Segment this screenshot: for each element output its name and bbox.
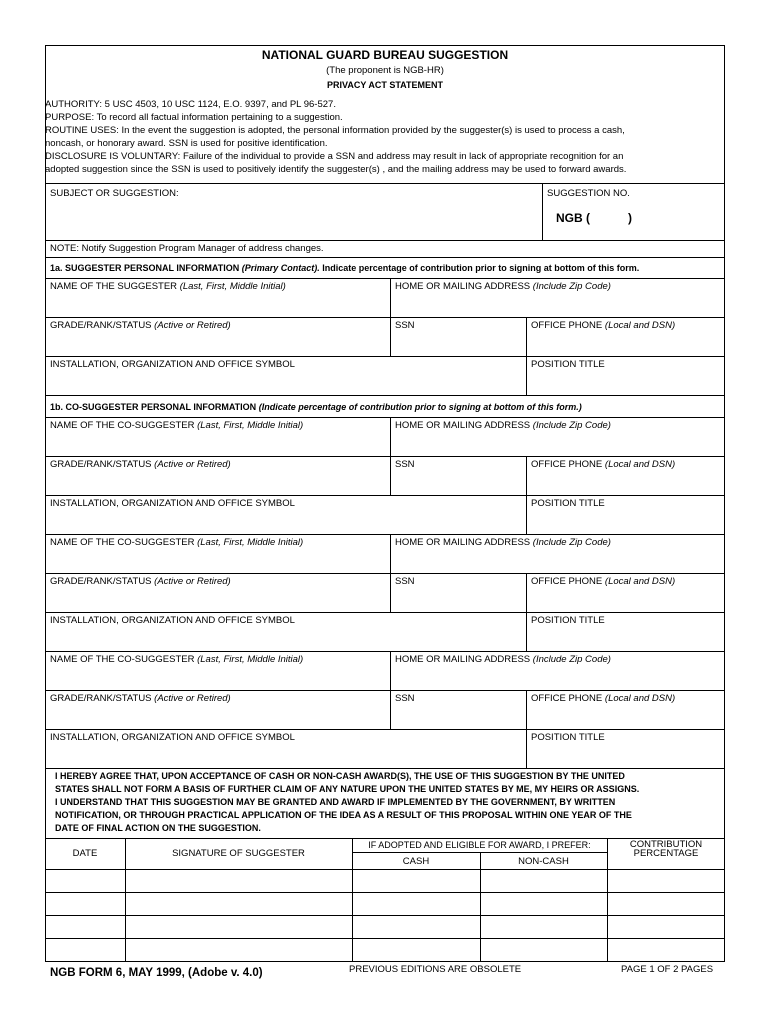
divider bbox=[45, 183, 725, 184]
cosuggester-ssn-field[interactable] bbox=[391, 705, 525, 729]
divider bbox=[45, 417, 725, 418]
suggester-position-field[interactable] bbox=[527, 371, 724, 395]
address-note: NOTE: Notify Suggestion Program Manager of address changes. bbox=[50, 243, 324, 254]
position-label: POSITION TITLE bbox=[531, 498, 605, 509]
section-1a-italic: (Primary Contact). bbox=[241, 263, 320, 273]
office-phone-label: OFFICE PHONE (Local and DSN) bbox=[531, 693, 676, 704]
divider bbox=[45, 395, 725, 396]
cosuggester-name-field[interactable] bbox=[46, 432, 389, 456]
divider bbox=[45, 534, 725, 535]
cosuggester-grade-field[interactable] bbox=[46, 705, 389, 729]
address-label: HOME OR MAILING ADDRESS (Include Zip Code) bbox=[395, 537, 611, 548]
ssn-label: SSN bbox=[395, 693, 415, 704]
agreement-line: I HEREBY AGREE THAT, UPON ACCEPTANCE OF CASH OR NON-CASH AWARD(S), THE USE OF THIS SUGGESTION BY THE UNITED bbox=[55, 771, 625, 781]
ngb-suffix: ) bbox=[628, 211, 632, 225]
sig-row-cash[interactable] bbox=[353, 870, 480, 892]
cosuggester-position-field[interactable] bbox=[527, 744, 724, 768]
sig-row-non-cash[interactable] bbox=[481, 870, 607, 892]
suggester-grade-field[interactable] bbox=[46, 332, 389, 356]
sig-row-signature[interactable] bbox=[126, 939, 352, 961]
sig-row-percentage[interactable] bbox=[608, 916, 724, 938]
divider bbox=[45, 768, 725, 769]
grade-label: GRADE/RANK/STATUS (Active or Retired) bbox=[50, 576, 231, 587]
divider bbox=[352, 852, 607, 853]
divider bbox=[45, 573, 725, 574]
cosuggester-phone-field[interactable] bbox=[527, 705, 724, 729]
installation-label: INSTALLATION, ORGANIZATION AND OFFICE SYMBOL bbox=[50, 732, 295, 743]
address-label: HOME OR MAILING ADDRESS (Include Zip Code) bbox=[395, 281, 611, 292]
grade-label: GRADE/RANK/STATUS (Active or Retired) bbox=[50, 459, 231, 470]
installation-label: INSTALLATION, ORGANIZATION AND OFFICE SYMBOL bbox=[50, 615, 295, 626]
percentage-header: PERCENTAGE bbox=[633, 848, 699, 859]
cosuggester-grade-field[interactable] bbox=[46, 471, 389, 495]
cosuggester-name-field[interactable] bbox=[46, 666, 389, 690]
ssn-label: SSN bbox=[395, 320, 415, 331]
cosuggester-name-field[interactable] bbox=[46, 549, 389, 573]
sig-row-cash[interactable] bbox=[353, 939, 480, 961]
position-label: POSITION TITLE bbox=[531, 615, 605, 626]
section-1b-heading bbox=[50, 402, 582, 413]
subject-label: SUBJECT OR SUGGESTION: bbox=[50, 188, 179, 199]
sig-row-date[interactable] bbox=[46, 893, 125, 915]
divider bbox=[45, 612, 725, 613]
subject-field[interactable] bbox=[46, 200, 541, 239]
privacy-line: noncash, or honorary award. SSN is used for positive identification. bbox=[45, 138, 328, 149]
section-1a-tail: Indicate percentage of contribution prior to signing at bottom of this form. bbox=[322, 263, 640, 273]
privacy-heading: PRIVACY ACT STATEMENT bbox=[326, 80, 443, 90]
sig-row-non-cash[interactable] bbox=[481, 916, 607, 938]
suggestion-no-label: SUGGESTION NO. bbox=[547, 188, 630, 199]
office-phone-label: OFFICE PHONE (Local and DSN) bbox=[531, 576, 676, 587]
divider bbox=[45, 356, 725, 357]
divider bbox=[45, 317, 725, 318]
date-header: DATE bbox=[72, 848, 98, 859]
form-id: NGB FORM 6, MAY 1999, (Adobe v. 4.0) bbox=[50, 967, 263, 979]
position-label: POSITION TITLE bbox=[531, 732, 605, 743]
cosuggester-position-field[interactable] bbox=[527, 510, 724, 534]
privacy-line: ROUTINE USES: In the event the suggestion is adopted, the personal information provided by the suggester(s) is used to process a cash, bbox=[45, 125, 625, 136]
sig-row-signature[interactable] bbox=[126, 893, 352, 915]
name-label: NAME OF THE SUGGESTER (Last, First, Middle Initial) bbox=[50, 281, 286, 292]
form-title: NATIONAL GUARD BUREAU SUGGESTION bbox=[261, 48, 509, 62]
ngb-prefix: NGB ( bbox=[556, 211, 590, 225]
installation-label: INSTALLATION, ORGANIZATION AND OFFICE SYMBOL bbox=[50, 498, 295, 509]
sig-row-date[interactable] bbox=[46, 939, 125, 961]
privacy-line: DISCLOSURE IS VOLUNTARY: Failure of the individual to provide a SSN and address may result in lack of appropriate recognition for an bbox=[45, 151, 624, 162]
suggester-phone-field[interactable] bbox=[527, 332, 724, 356]
ssn-label: SSN bbox=[395, 576, 415, 587]
cosuggester-phone-field[interactable] bbox=[527, 471, 724, 495]
cosuggester-position-field[interactable] bbox=[527, 627, 724, 651]
divider bbox=[45, 240, 725, 241]
proponent-text: (The proponent is NGB-HR) bbox=[326, 65, 444, 76]
name-label: NAME OF THE CO-SUGGESTER (Last, First, Middle Initial) bbox=[50, 537, 304, 548]
sig-row-cash[interactable] bbox=[353, 893, 480, 915]
agreement-line: STATES SHALL NOT FORM A BASIS OF FURTHER CLAIM OF ANY NATURE UPON THE UNITED STATES BY ME, MY HEIRS OR ASSIGNS. bbox=[55, 784, 640, 794]
suggester-name-field[interactable] bbox=[46, 293, 389, 317]
cosuggester-installation-field[interactable] bbox=[46, 744, 525, 768]
section-1a-title: 1a. SUGGESTER PERSONAL INFORMATION bbox=[50, 263, 240, 273]
privacy-line: adopted suggestion since the SSN is used to positively identify the suggester(s) , and the mailing address may be used to forward awards. bbox=[45, 164, 627, 175]
suggester-address-field[interactable] bbox=[391, 293, 724, 317]
grade-label: GRADE/RANK/STATUS (Active or Retired) bbox=[50, 693, 231, 704]
section-1b-title: 1b. CO-SUGGESTER PERSONAL INFORMATION bbox=[50, 402, 257, 412]
divider bbox=[45, 690, 725, 691]
cosuggester-grade-field[interactable] bbox=[46, 588, 389, 612]
divider bbox=[45, 651, 725, 652]
section-1a-heading bbox=[50, 263, 639, 274]
sig-row-signature[interactable] bbox=[126, 916, 352, 938]
divider bbox=[542, 183, 543, 240]
cosuggester-ssn-field[interactable] bbox=[391, 588, 525, 612]
agreement-line: DATE OF FINAL ACTION ON THE SUGGESTION. bbox=[55, 823, 261, 833]
cosuggester-ssn-field[interactable] bbox=[391, 471, 525, 495]
sig-row-percentage[interactable] bbox=[608, 870, 724, 892]
section-1b-italic: (Indicate percentage of contribution prior to signing at bottom of this form.) bbox=[258, 402, 582, 412]
address-label: HOME OR MAILING ADDRESS (Include Zip Code) bbox=[395, 420, 611, 431]
divider bbox=[45, 456, 725, 457]
award-preference-header: IF ADOPTED AND ELIGIBLE FOR AWARD, I PREFER: bbox=[368, 840, 591, 850]
divider bbox=[45, 278, 725, 279]
sig-row-percentage[interactable] bbox=[608, 939, 724, 961]
grade-label: GRADE/RANK/STATUS (Active or Retired) bbox=[50, 320, 231, 331]
cosuggester-address-field[interactable] bbox=[391, 549, 724, 573]
sig-row-signature[interactable] bbox=[126, 870, 352, 892]
ssn-label: SSN bbox=[395, 459, 415, 470]
name-label: NAME OF THE CO-SUGGESTER (Last, First, Middle Initial) bbox=[50, 654, 304, 665]
sig-row-non-cash[interactable] bbox=[481, 939, 607, 961]
name-label: NAME OF THE CO-SUGGESTER (Last, First, Middle Initial) bbox=[50, 420, 304, 431]
divider bbox=[45, 729, 725, 730]
address-label: HOME OR MAILING ADDRESS (Include Zip Code) bbox=[395, 654, 611, 665]
privacy-line: AUTHORITY: 5 USC 4503, 10 USC 1124, E.O. 9397, and PL 96-527. bbox=[45, 99, 336, 110]
sig-row-cash[interactable] bbox=[353, 916, 480, 938]
non-cash-header: NON-CASH bbox=[518, 856, 569, 867]
office-phone-label: OFFICE PHONE (Local and DSN) bbox=[531, 320, 676, 331]
cash-header: CASH bbox=[402, 856, 430, 867]
installation-label: INSTALLATION, ORGANIZATION AND OFFICE SYMBOL bbox=[50, 359, 295, 370]
cosuggester-installation-field[interactable] bbox=[46, 627, 525, 651]
obsolete-notice: PREVIOUS EDITIONS ARE OBSOLETE bbox=[349, 964, 522, 975]
sig-row-date[interactable] bbox=[46, 870, 125, 892]
position-label: POSITION TITLE bbox=[531, 359, 605, 370]
sig-row-non-cash[interactable] bbox=[481, 893, 607, 915]
sig-row-date[interactable] bbox=[46, 916, 125, 938]
office-phone-label: OFFICE PHONE (Local and DSN) bbox=[531, 459, 676, 470]
agreement-line: NOTIFICATION, OR THROUGH PRACTICAL APPLICATION OF THE IDEA AS A RESULT OF THIS PROPOSAL WITHIN ONE YEAR OF THE bbox=[55, 810, 632, 820]
privacy-line: PURPOSE: To record all factual information pertaining to a suggestion. bbox=[45, 112, 343, 123]
cosuggester-installation-field[interactable] bbox=[46, 510, 525, 534]
suggestion-no-field[interactable] bbox=[597, 208, 625, 226]
suggester-installation-field[interactable] bbox=[46, 371, 525, 395]
cosuggester-address-field[interactable] bbox=[391, 432, 724, 456]
suggester-ssn-field[interactable] bbox=[391, 332, 525, 356]
divider bbox=[45, 495, 725, 496]
page-number: PAGE 1 OF 2 PAGES bbox=[621, 964, 714, 975]
cosuggester-address-field[interactable] bbox=[391, 666, 724, 690]
divider bbox=[45, 257, 725, 258]
signature-header: SIGNATURE OF SUGGESTER bbox=[172, 848, 305, 859]
agreement-line: I UNDERSTAND THAT THIS SUGGESTION MAY BE GRANTED AND AWARD IF IMPLEMENTED BY THE GOVERNMENT, BY WRITTEN bbox=[55, 797, 616, 807]
cosuggester-phone-field[interactable] bbox=[527, 588, 724, 612]
sig-row-percentage[interactable] bbox=[608, 893, 724, 915]
contribution-header: CONTRIBUTION bbox=[629, 839, 703, 850]
